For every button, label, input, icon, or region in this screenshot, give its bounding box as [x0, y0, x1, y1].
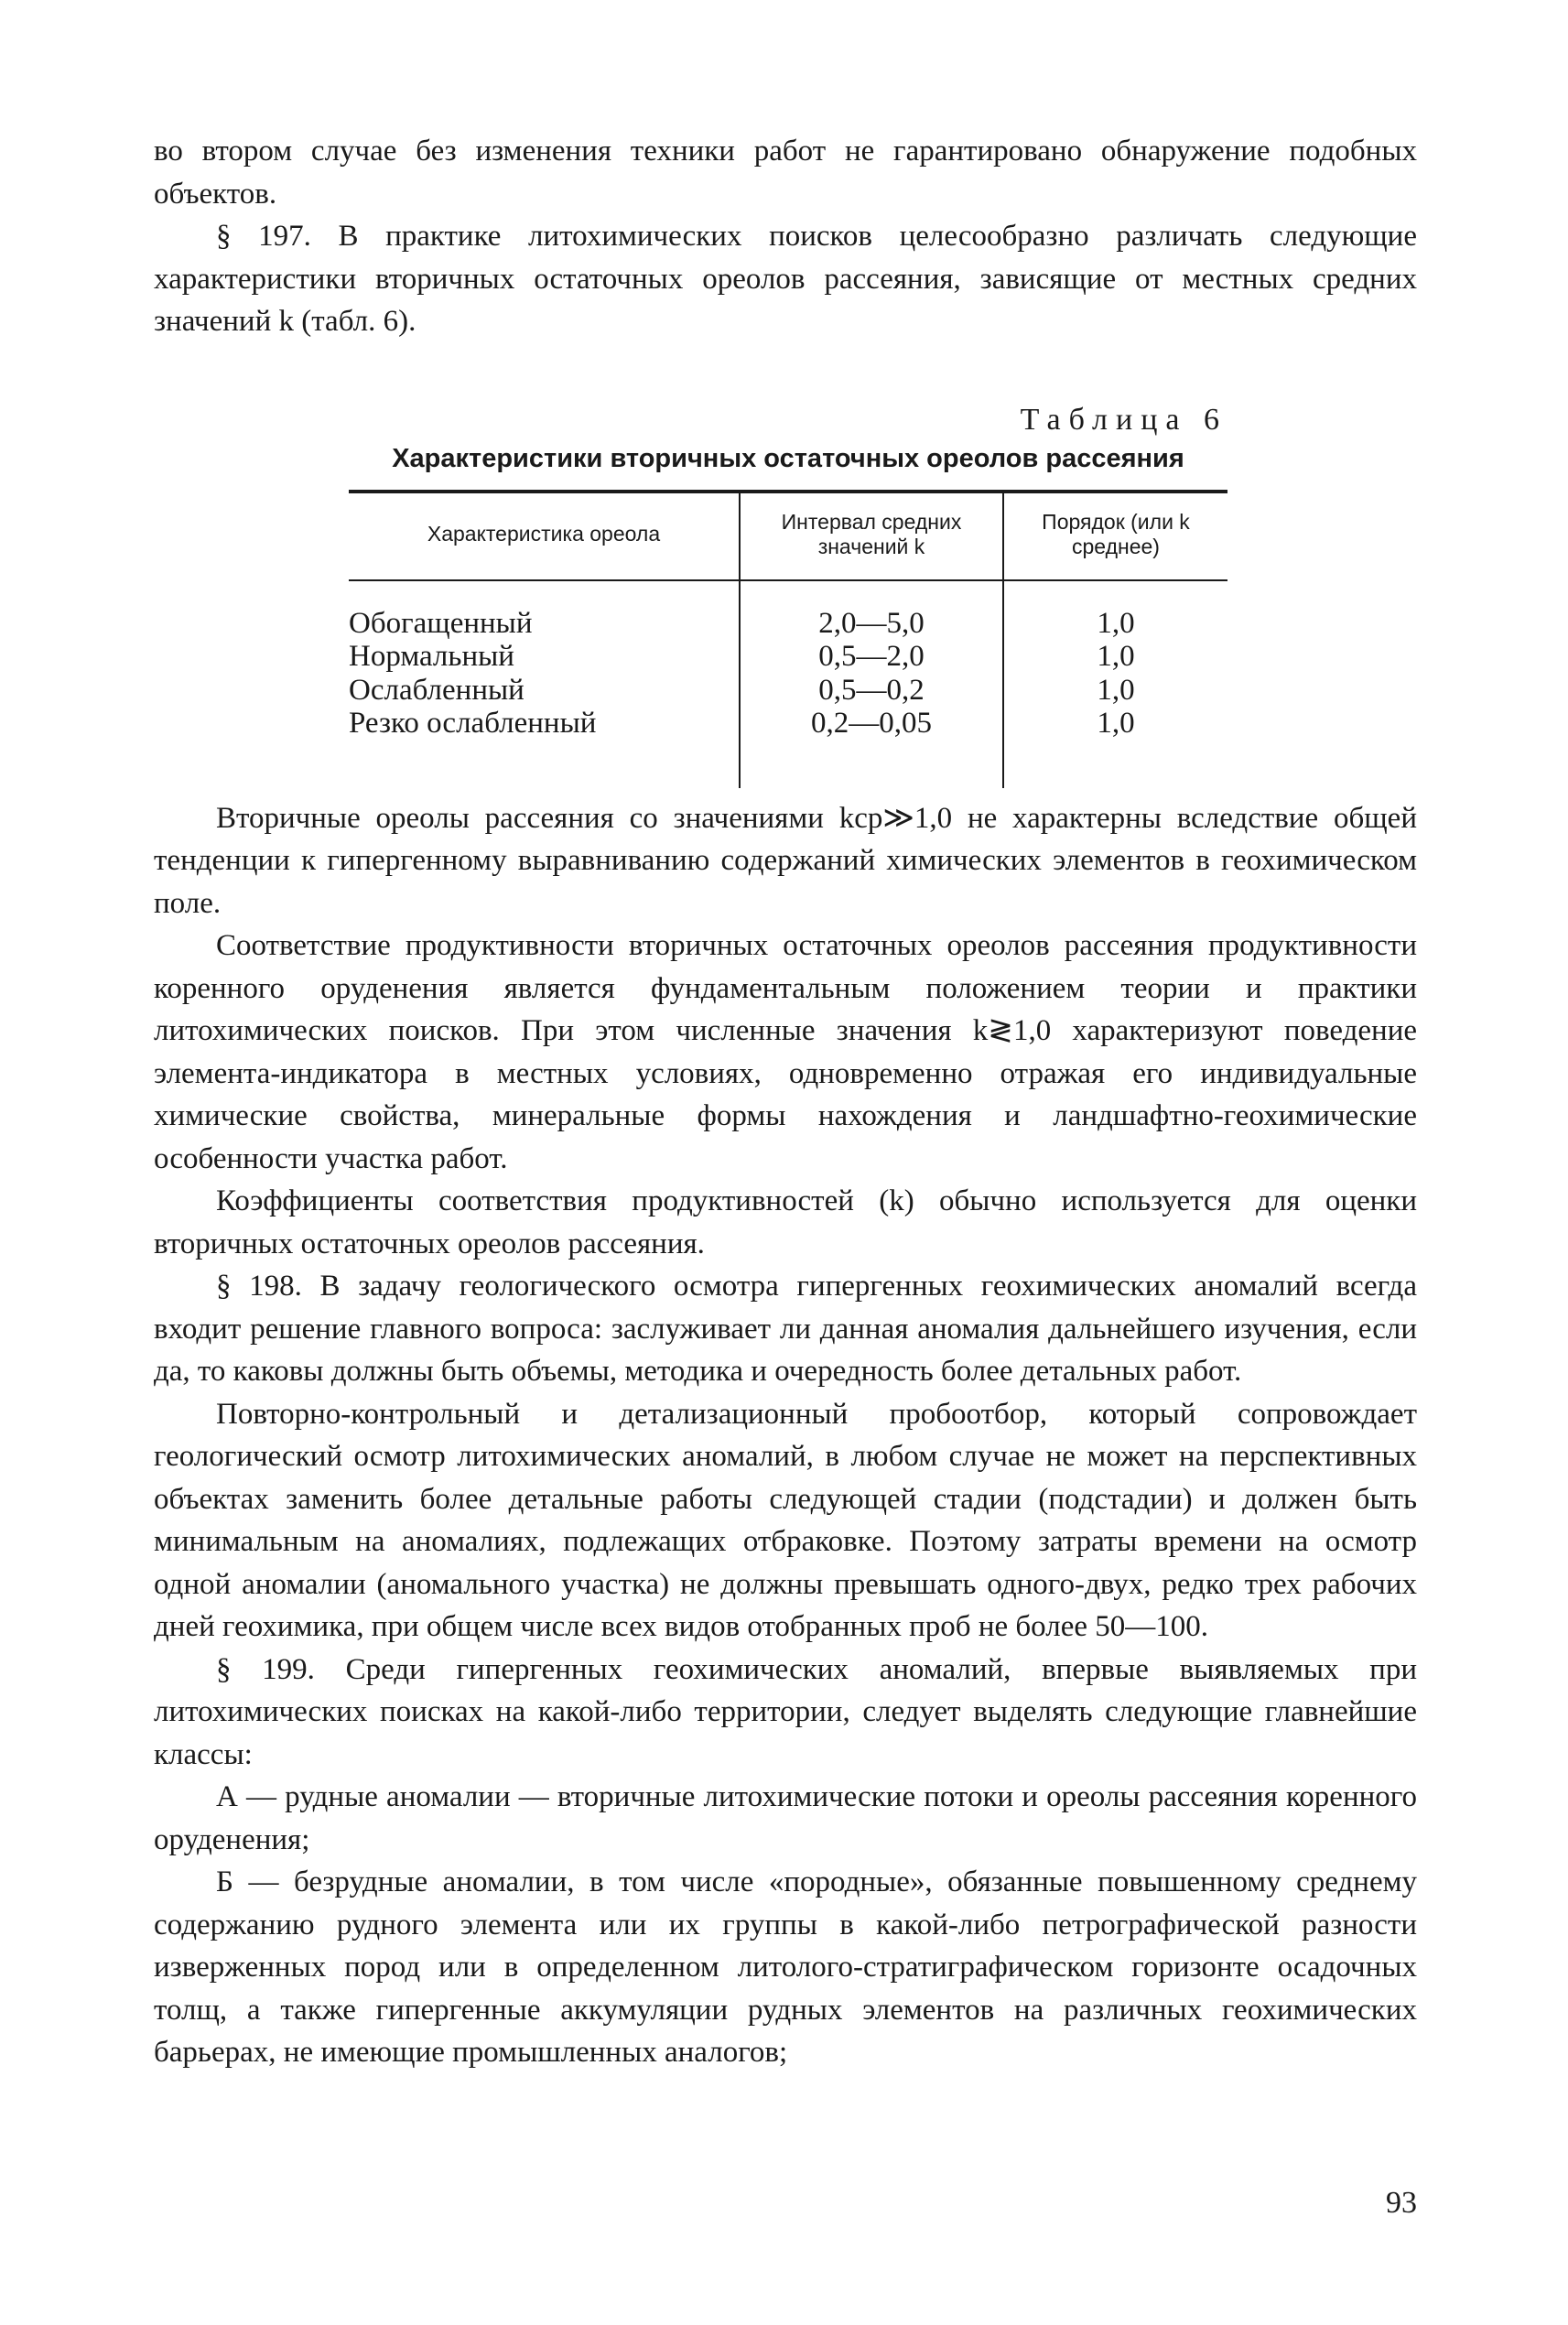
table-row — [349, 580, 1227, 641]
row-interval: 0,5—0,2 — [740, 674, 1003, 708]
row-order: 1,0 — [1003, 674, 1227, 708]
paragraph-continuation: во втором случае без изменения техники работ не гарантировано обнаружение подобных объектов. — [154, 135, 1417, 211]
row-name: Резко ослабленный — [349, 707, 597, 740]
table-row — [349, 640, 1227, 674]
text-before-table — [154, 130, 1417, 343]
row-name: Нормальный — [349, 640, 514, 673]
paragraph-class-a: А — рудные аномалии — вторичные литохимические потоки и ореолы рассеяния коренного оруденения; — [154, 1780, 1417, 1856]
header-order: Порядок (или k среднее) — [1003, 492, 1227, 580]
table-row — [349, 674, 1227, 708]
paragraph: Соответствие продуктивности вторичных остаточных ореолов рассеяния продуктивности коренного оруденения является фундаментальным положением теории и практики литохимических поисков. При этом численные значения k≷1,0 характеризуют поведение элемента-индикатора в местных условиях, одновременно отражая его индивидуальные химические свойства, минеральные формы нахождения и ландшафтно-геохимические особенности участка работ. — [154, 929, 1417, 1175]
page-body — [154, 130, 1417, 2074]
paragraph-section-197: § 197. В практике литохимических поисков целесообразно различать следующие характеристики вторичных остаточных ореолов рассеяния, зависящие от местных средних значений k (табл. 6). — [154, 220, 1417, 338]
row-name: Ослабленный — [349, 673, 524, 707]
row-order: 1,0 — [1003, 580, 1227, 641]
paragraph: Коэффициенты соответствия продуктивностей (k) обычно используется для оценки вторичных остаточных ореолов рассеяния. — [154, 1184, 1417, 1260]
paragraph: Повторно-контрольный и детализационный пробоотбор, который сопровождает геологический осмотр литохимических аномалий, в любом случае не может на перспективных объектах заменить более детальные работы следующей стадии (подстадии) и должен быть минимальным на аномалиях, подлежащих отбраковке. Поэтому затраты времени на осмотр одной аномалии (аномального участка) не должны превышать одного-двух, редко трех рабочих дней геохимика, при общем числе всех видов отобранных проб не более 50—100. — [154, 1397, 1417, 1643]
table-row — [349, 707, 1227, 788]
table-6 — [349, 400, 1227, 788]
table-title: Характеристики вторичных остаточных ореолов рассеяния — [392, 443, 1184, 473]
row-order: 1,0 — [1003, 640, 1227, 674]
header-interval: Интервал средних значений k — [740, 492, 1003, 580]
paragraph: Вторичные ореолы рассеяния со значениями kср≫1,0 не характерны вследствие общей тенденции к гипергенному выравниванию содержаний химических элементов в геохимическом поле. — [154, 801, 1417, 920]
text-after-table — [154, 797, 1417, 2074]
paragraph-class-b: Б — безрудные аномалии, в том числе «породные», обязанные повышенному среднему содержанию рудного элемента или их группы в какой-либо петрографической разности изверженных пород или в определенном литолого-стратиграфическом горизонте осадочных толщ, а также гипергенные аккумуляции рудных элементов на различных геохимических барьерах, не имеющие промышленных аналогов; — [154, 1865, 1417, 2069]
row-interval: 0,5—2,0 — [740, 640, 1003, 674]
table-header-row — [349, 492, 1227, 580]
row-order: 1,0 — [1003, 707, 1227, 788]
header-characteristic: Характеристика ореола — [349, 492, 740, 580]
page-number: 93 — [1386, 2186, 1417, 2220]
paragraph-section-198: § 198. В задачу геологического осмотра гипергенных геохимических аномалий всегда входит решение главного вопроса: заслуживает ли данная аномалия дальнейшего изучения, если да, то каковы должны быть объемы, методика и очередность более детальных работ. — [154, 1270, 1417, 1388]
paragraph-section-199: § 199. Среди гипергенных геохимических аномалий, впервые выявляемых при литохимических поисках на какой-либо территории, следует выделять следующие главнейшие классы: — [154, 1652, 1417, 1771]
row-name: Обогащенный — [349, 606, 533, 640]
row-interval: 2,0—5,0 — [740, 580, 1003, 641]
row-interval: 0,2—0,05 — [740, 707, 1003, 788]
table-label: Таблица 6 — [1020, 402, 1227, 437]
characteristics-table — [349, 490, 1227, 788]
